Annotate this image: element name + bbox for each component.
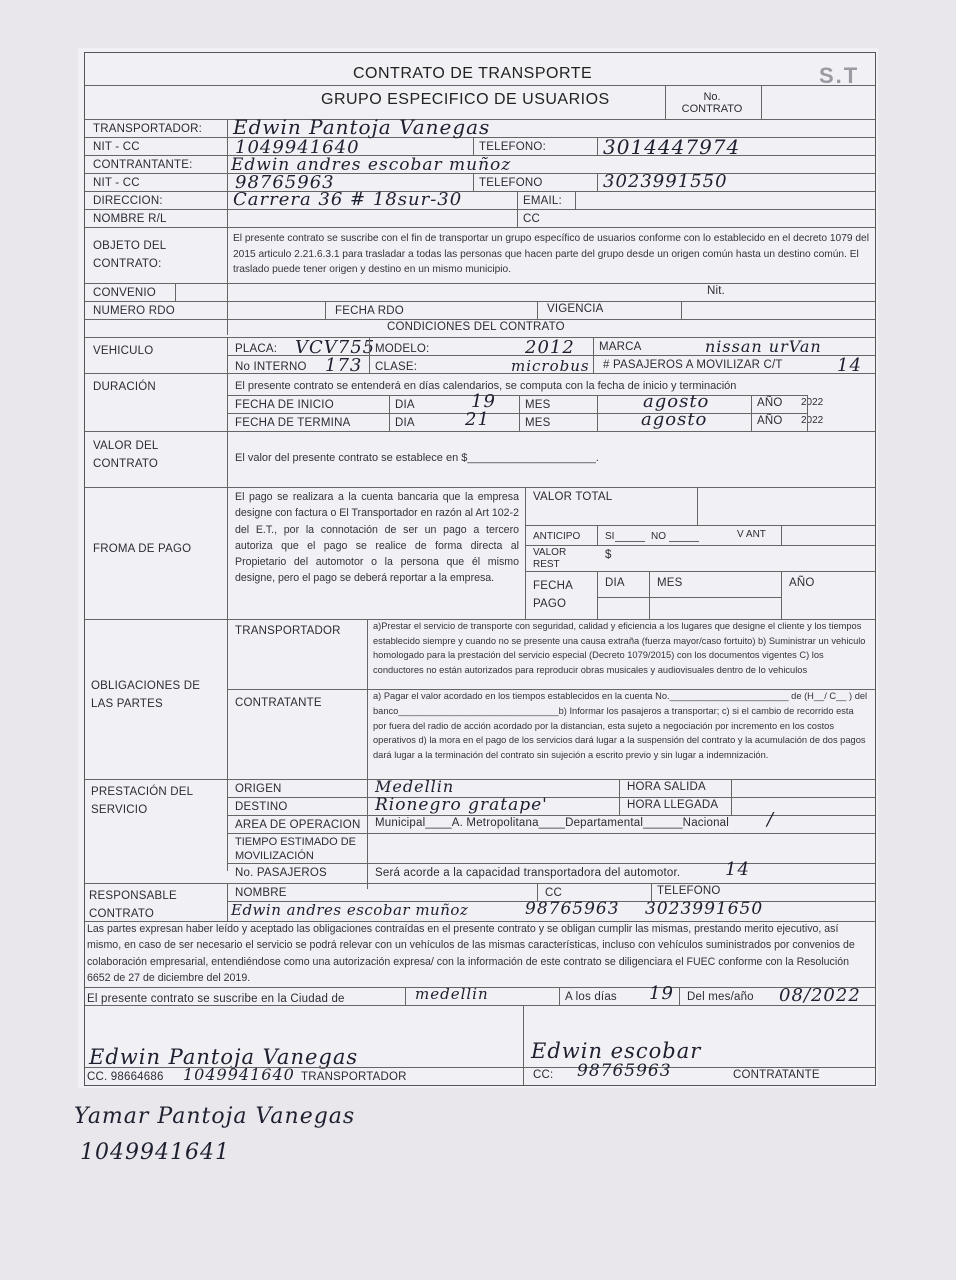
ciudad-value[interactable]: medellin: [415, 985, 489, 1003]
inicio-ano-label: AÑO: [757, 397, 783, 409]
valor-rest-label: VALOR REST: [533, 547, 567, 570]
contract-subtitle: GRUPO ESPECIFICO DE USUARIOS: [321, 91, 610, 108]
inicio-label: FECHA DE INICIO: [235, 399, 334, 411]
valor-rest-dollar: $: [605, 549, 612, 561]
destino-value[interactable]: Rionegro gratape': [375, 795, 548, 815]
responsable-telefono-label: TELEFONO: [657, 885, 721, 897]
duracion-label: DURACIÓN: [93, 381, 156, 393]
obligaciones-label: OBLIGACIONES DE LAS PARTES: [91, 680, 201, 710]
direccion-value[interactable]: Carrera 36 # 18sur-30: [233, 189, 463, 210]
contract-number-label: No. CONTRATO: [681, 91, 743, 115]
convenio-nit-label: Nit.: [707, 285, 726, 297]
responsable-cc-value[interactable]: 98765963: [525, 899, 620, 919]
pago-mes-label: MES: [657, 577, 683, 589]
contratante-cc-value: 98765963: [577, 1061, 672, 1081]
nit-cc2-label: NIT - CC: [93, 177, 140, 189]
telefono2-value[interactable]: 3023991550: [603, 171, 728, 192]
anticipo-si-label[interactable]: SI: [605, 531, 615, 542]
fecha-rdo-label: FECHA RDO: [335, 305, 404, 317]
termina-ano-label: AÑO: [757, 415, 783, 427]
marca-value[interactable]: nissan urVan: [705, 337, 822, 356]
termina-ano-value[interactable]: 2022: [801, 415, 824, 426]
contratante-signature-label: CONTRATANTE: [733, 1069, 820, 1081]
responsable-nombre-label: NOMBRE: [235, 887, 287, 899]
inicio-dia-value[interactable]: 19: [471, 391, 496, 412]
fecha-pago-label: FECHA PAGO: [533, 580, 573, 610]
termina-label: FECHA DE TERMINA: [235, 417, 351, 429]
duracion-text: El presente contrato se entenderá en días calendarios, se computa con la fecha de inicio y terminación: [235, 380, 737, 392]
inicio-mes-label: MES: [525, 399, 551, 411]
transportador-cc-value: 1049941640: [183, 1065, 295, 1084]
hora-llegada-label: HORA LLEGADA: [627, 799, 719, 811]
marca-label: MARCA: [599, 341, 642, 353]
pago-label: FROMA DE PAGO: [93, 543, 192, 555]
inicio-ano-value[interactable]: 2022: [801, 397, 824, 408]
responsable-telefono-value[interactable]: 3023991650: [645, 899, 764, 919]
responsable-label: RESPONSABLE CONTRATO: [89, 890, 177, 920]
inicio-mes-value[interactable]: agosto: [643, 391, 710, 412]
nombre-rl-label: NOMBRE R/L: [93, 213, 167, 225]
obligaciones-contratante-label: CONTRATANTE: [235, 697, 322, 709]
telefono-label: TELEFONO:: [479, 141, 546, 153]
transportador-value[interactable]: Edwin Pantoja Vanegas: [233, 115, 491, 139]
condiciones-title: CONDICIONES DEL CONTRATO: [387, 321, 565, 333]
termina-dia-value[interactable]: 21: [465, 409, 490, 430]
nit-cc2-value[interactable]: 98765963: [235, 172, 335, 193]
footer-note-name: Yamar Pantoja Vanegas: [74, 1104, 356, 1129]
cc-label: CC: [523, 213, 541, 225]
area-text[interactable]: Municipal____A. Metropolitana____Departamental______Nacional: [375, 817, 730, 829]
valor-total-label: VALOR TOTAL: [533, 491, 613, 503]
contratante-label: CONTRANTANTE:: [93, 159, 193, 171]
objeto-text: El presente contrato se suscribe con el fin de transportar un grupo específico de usuarios conforme con lo establecido en el decreto 1079 del 2015 articulo 2.21.6.3.1 para trasladar a todas las personas que hacen parte del grupo desde un origen común hasta un destino común. El traslado puede tener origen y destino en un mismo municipio.: [233, 233, 869, 275]
interno-label: No INTERNO: [235, 361, 307, 373]
contratante-signature: Edwin escobar: [531, 1039, 702, 1063]
objeto-label: OBJETO DEL CONTRATO:: [93, 240, 166, 270]
footer-note-id: 1049941641: [80, 1140, 230, 1165]
termina-mes-label: MES: [525, 417, 551, 429]
no-pasajeros-value[interactable]: 14: [725, 859, 750, 880]
clase-label: CLASE:: [375, 361, 418, 373]
dias-label: A los días: [565, 991, 617, 1003]
transportador-signature: Edwin Pantoja Vanegas: [89, 1045, 359, 1069]
direccion-label: DIRECCION:: [93, 195, 163, 207]
nit-cc-value[interactable]: 1049941640: [235, 137, 360, 158]
destino-label: DESTINO: [235, 801, 288, 813]
origen-label: ORIGEN: [235, 783, 282, 795]
valor-label: VALOR DEL CONTRATO: [93, 440, 159, 470]
telefono-value[interactable]: 3014447974: [603, 135, 741, 159]
no-pasajeros-text: Será acorde a la capacidad transportadora del automotor.: [375, 867, 681, 879]
prestacion-label: PRESTACIÓN DEL SERVICIO: [91, 786, 193, 816]
clase-value[interactable]: microbus: [511, 357, 590, 375]
contratante-value[interactable]: Edwin andres escobar muñoz: [231, 155, 512, 175]
responsable-cc-label: CC: [545, 887, 563, 899]
pago-text: El pago se realizara a la cuenta bancaria que la empresa designe con factura o El Transportador en razón al Art 102-2 del E.T., por la connotación de ser un pago a tercero autoriza que el pago se realice de forma directa al Propietario del automotor o la persona que él mismo designe, pero el pago se deberá reportar a la empresa.: [235, 491, 519, 585]
area-mark[interactable]: /: [767, 809, 775, 830]
anticipo-no-label[interactable]: NO: [651, 531, 666, 542]
pago-dia-label: DIA: [605, 577, 625, 589]
company-logo: S.T: [819, 63, 860, 88]
tiempo-label: TIEMPO ESTIMADO DE MOVILIZACIÓN: [235, 836, 357, 862]
transportador-label: TRANSPORTADOR:: [93, 123, 203, 135]
vehiculo-label: VEHICULO: [93, 345, 154, 357]
inicio-dia-label: DIA: [395, 399, 415, 411]
valor-text: El valor del presente contrato se establece en $_____________________.: [235, 452, 599, 464]
termina-mes-value[interactable]: agosto: [641, 409, 708, 430]
transportador-cc-label: CC. 98664686: [87, 1071, 164, 1083]
obligaciones-transportador-label: TRANSPORTADOR: [235, 625, 341, 637]
vigencia-label: VIGENCIA: [547, 303, 604, 315]
contract-title: CONTRATO DE TRANSPORTE: [353, 65, 593, 82]
interno-value[interactable]: 173: [325, 355, 363, 376]
placa-value[interactable]: VCV755: [295, 337, 376, 358]
numero-rdo-label: NUMERO RDO: [93, 305, 175, 317]
area-label: AREA DE OPERACION: [235, 819, 361, 831]
contract-paper: [78, 48, 878, 1088]
hora-salida-label: HORA SALIDA: [627, 781, 706, 793]
contratante-cc-label: CC:: [533, 1069, 554, 1081]
obligaciones-transportador-text: a)Prestar el servicio de transporte con seguridad, calidad y eficiencia a los lugares que designe el cliente y los tiempos establecido siempre y cuando no se presente una causa extraña (fuerza mayor/caso fortuito) b) Suministrar un vehiculo homologado para la prestación del servicio especial (Decreto 1079/2015) con los documentos vigentes C) los conductores no están autorizados para reproducir obras musicales y audiovisuales dentro de lo vehiculos: [373, 621, 866, 675]
nit-cc-label: NIT - CC: [93, 141, 140, 153]
pasajeros-label: # PASAJEROS A MOVILIZAR C/T: [603, 359, 783, 371]
no-pasajeros-label: No. PASAJEROS: [235, 867, 327, 879]
origen-value[interactable]: Medellin: [375, 777, 455, 796]
dias-value[interactable]: 19: [649, 983, 674, 1004]
mes-ano-label: Del mes/año: [687, 991, 754, 1003]
anticipo-label: ANTICIPO: [533, 531, 581, 542]
termina-dia-label: DIA: [395, 417, 415, 429]
telefono2-label: TELEFONO: [479, 177, 543, 189]
vant-label: V ANT: [737, 529, 766, 540]
mes-ano-value[interactable]: 08/2022: [779, 985, 861, 1006]
modelo-label: MODELO:: [375, 343, 430, 355]
placa-label: PLACA:: [235, 343, 278, 355]
convenio-label: CONVENIO: [93, 287, 156, 299]
obligaciones-contratante-text: a) Pagar el valor acordado en los tiempos establecidos en la cuenta No._______________________ de (H__/ C__ ) del banco_______________________________b) Informar los pasajeros a transportar; c) si el cambio de recorrido esta por fuera del radio de acción acordado por la distancian, esta sujeto a negociación por incremento en los costos operativos d) la mora en el pago de los servicios dará lugar a la suspensión del contrato y la acumulación de dos pagos dará lugar a la terminación del contrato sin sujeción a escrito previo y sin lugar a indemnización.: [373, 691, 868, 761]
modelo-value[interactable]: 2012: [525, 337, 575, 358]
contract-form: [84, 52, 876, 1086]
pasajeros-value[interactable]: 14: [837, 355, 862, 376]
email-label: EMAIL:: [523, 195, 562, 207]
responsable-nombre-value[interactable]: Edwin andres escobar muñoz: [231, 901, 469, 919]
declaracion-text: Las partes expresan haber leído y aceptado las obligaciones contraídas en el presente contrato y se obligan cumplir las mismas, prestando merito ejecutivo, así mismo, en caso de ser necesario el servicio se podrá relevar con un vehículos de las mismas características, incluso con vehículos suministrados por convenios de colaboración empresarial, entendiéndose como una autorización expresa/ con la información de este contrato se diligenciara el FUEC conforme con la Resolución 6652 de 27 de diciembre del 2019.: [87, 923, 855, 984]
pago-ano-label: AÑO: [789, 577, 815, 589]
ciudad-text: El presente contrato se suscribe en la Ciudad de: [87, 993, 345, 1005]
transportador-signature-label: TRANSPORTADOR: [301, 1071, 407, 1083]
